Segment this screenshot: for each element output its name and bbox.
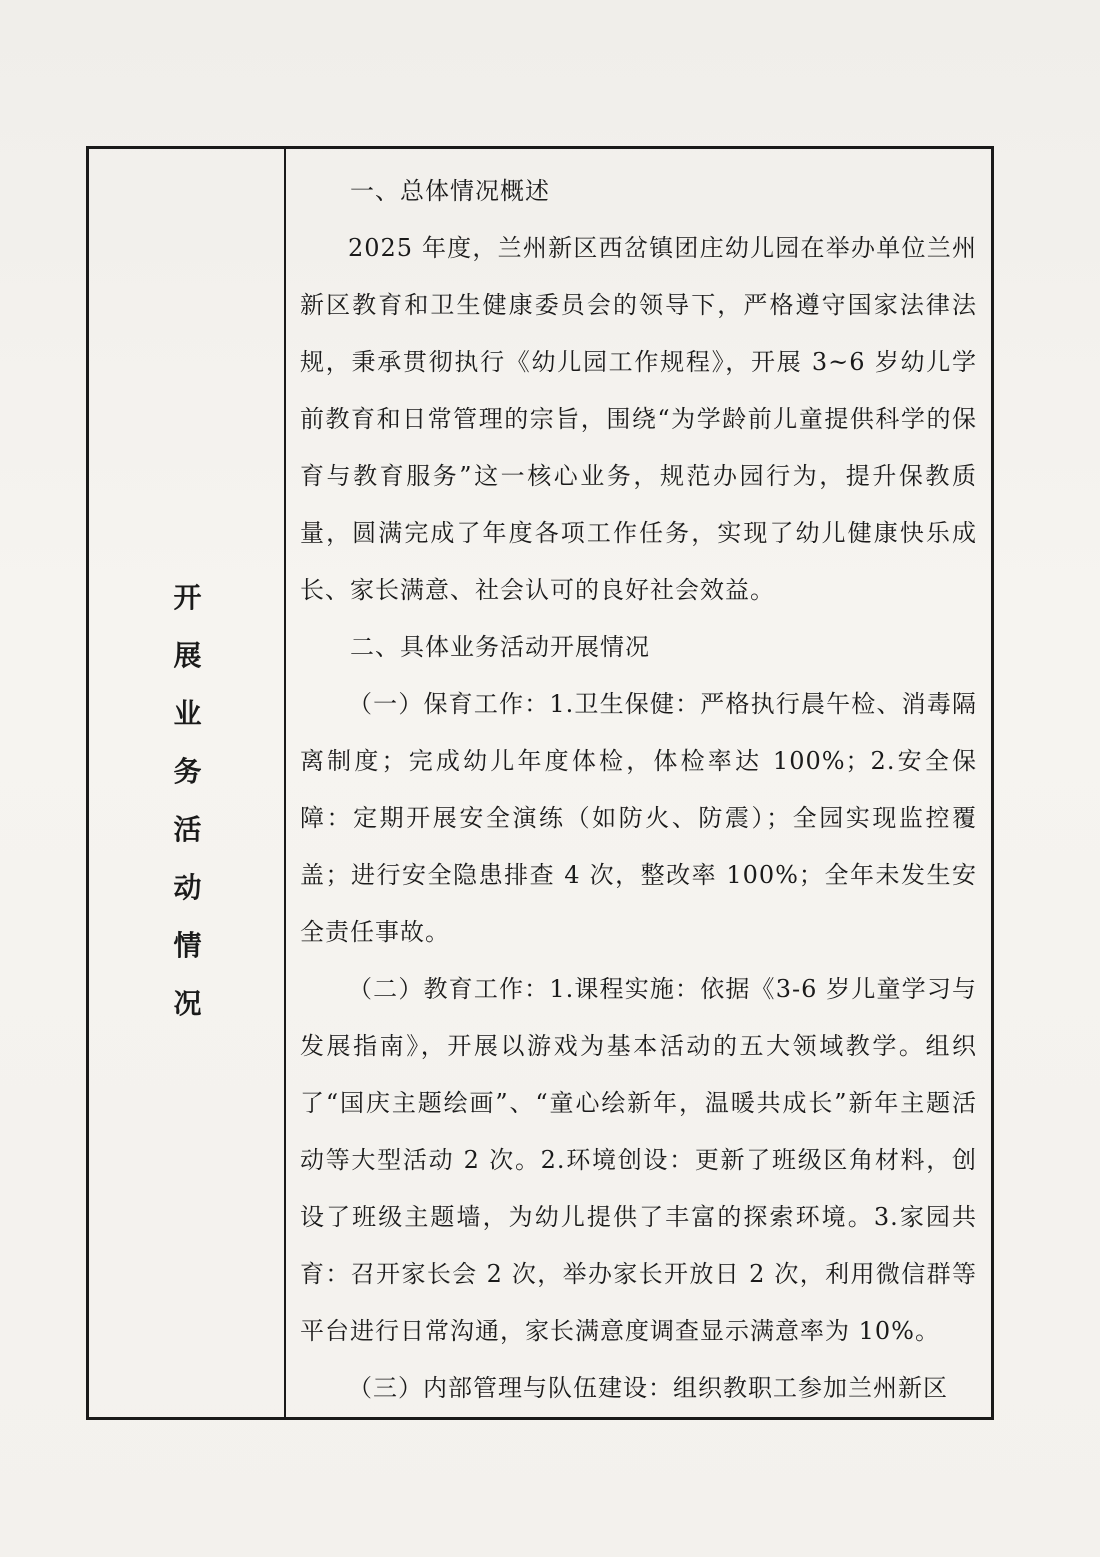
report-table — [86, 146, 994, 1420]
row-label-char: 情 — [173, 929, 202, 962]
care-work-paragraph: （一）保育工作：1.卫生保健：严格执行晨午检、消毒隔离制度；完成幼儿年度体检，体检率达 100%；2.安全保障：定期开展安全演练（如防火、防震）；全园实现监控覆盖；进行安全隐患排查 4 次，整改率 100%；全年未发生安全责任事故。 — [300, 690, 977, 946]
row-label-cell — [89, 149, 286, 1417]
section-1-paragraph: 2025 年度，兰州新区西岔镇团庄幼儿园在举办单位兰州新区教育和卫生健康委员会的领导下，严格遵守国家法律法规，秉承贯彻执行《幼儿园工作规程》，开展 3~6 岁幼儿学前教育和日常管理的宗旨，围绕“为学龄前儿童提供科学的保育与教育服务”这一核心业务，规范办园行为，提升保教质量，圆满完成了年度各项工作任务，实现了幼儿健康快乐成长、家长满意、社会认可的良好社会效益。 — [300, 234, 977, 604]
content-cell — [286, 149, 991, 1417]
row-label-char: 活 — [173, 813, 202, 846]
row-label-char: 况 — [173, 987, 202, 1020]
row-label-char: 业 — [173, 697, 202, 730]
education-work-paragraph: （二）教育工作：1.课程实施：依据《3-6 岁儿童学习与发展指南》，开展以游戏为基本活动的五大领域教学。组织了“国庆主题绘画”、“童心绘新年，温暖共成长”新年主题活动等大型活动 2 次。2.环境创设：更新了班级区角材料，创设了班级主题墙，为幼儿提供了丰富的探索环境。3.家园共育：召开家长会 2 次，举办家长开放日 2 次，利用微信群等平台进行日常沟通，家长满意度调查显示满意率为 10%。 — [300, 975, 977, 1345]
row-label-char: 务 — [173, 755, 202, 788]
management-paragraph: （三）内部管理与队伍建设：组织教职工参加兰州新区 — [348, 1374, 948, 1402]
row-label-char: 动 — [173, 871, 202, 904]
section-1-heading: 一、总体情况概述 — [350, 177, 550, 205]
section-2-heading: 二、具体业务活动开展情况 — [350, 633, 650, 661]
row-label — [89, 569, 286, 1033]
row-label-char: 展 — [173, 639, 202, 672]
row-label-char: 开 — [173, 581, 202, 614]
